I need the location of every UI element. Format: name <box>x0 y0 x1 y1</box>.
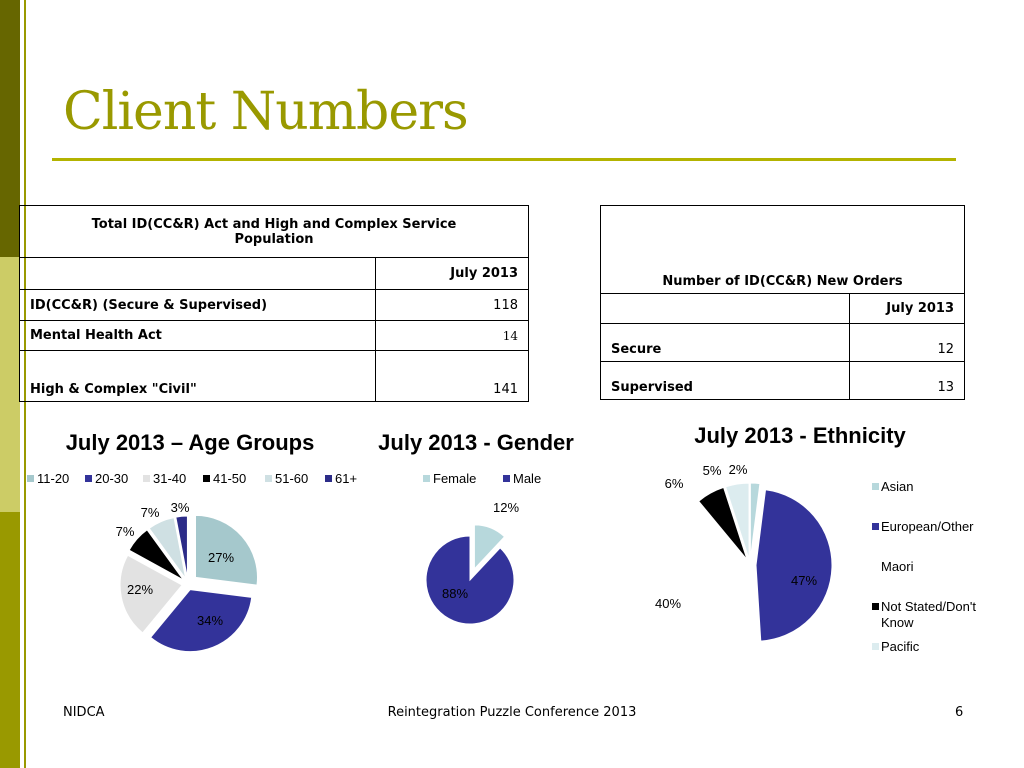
orders-row-value: 12 <box>850 324 965 362</box>
population-row-label: Mental Health Act <box>20 321 376 351</box>
legend-entry: Maori <box>881 559 914 574</box>
legend-entry: European/Other <box>881 519 974 534</box>
pie-data-label: 7% <box>140 505 160 520</box>
population-table-header: Total ID(CC&R) Act and High and Complex Service Population <box>20 206 529 258</box>
legend-entry: 51-60 <box>275 471 309 486</box>
population-row-value: 14 <box>376 321 529 351</box>
age-chart-title: July 2013 – Age Groups <box>65 430 315 455</box>
orders-table-column: July 2013 <box>850 294 965 324</box>
pie-data-label: 2% <box>728 462 748 477</box>
page-number: 6 <box>955 705 964 720</box>
legend-swatch <box>872 523 879 530</box>
gender-pie <box>426 500 519 624</box>
gender-legend <box>423 471 541 486</box>
orders-row-label: Supervised <box>601 362 850 400</box>
pie-data-label: 5% <box>702 463 722 478</box>
legend-swatch <box>423 475 430 482</box>
pie-data-label: 27% <box>207 550 235 565</box>
pie-data-label: 34% <box>196 613 224 628</box>
ethnicity-legend <box>872 479 976 654</box>
ethnicity-pie <box>655 462 832 643</box>
pie-data-label: 40% <box>654 596 682 611</box>
population-row-value: 141 <box>376 351 529 402</box>
footer-left: NIDCA <box>63 705 105 720</box>
legend-swatch <box>325 475 332 482</box>
orders-row-value: 13 <box>850 362 965 400</box>
legend-entry: Not Stated/Don't Know <box>881 599 976 630</box>
legend-swatch <box>872 643 879 650</box>
legend-entry: 20-30 <box>95 471 129 486</box>
legend-entry: 41-50 <box>213 471 247 486</box>
legend-swatch <box>85 475 92 482</box>
population-row-value: 118 <box>376 290 529 321</box>
legend-swatch <box>27 475 34 482</box>
pie-data-label: 7% <box>115 524 135 539</box>
population-row-label: ID(CC&R) (Secure & Supervised) <box>20 290 376 321</box>
legend-entry: Pacific <box>881 639 920 654</box>
pie-slice-european-other <box>756 490 832 641</box>
orders-table-header: Number of ID(CC&R) New Orders <box>601 206 965 294</box>
legend-swatch <box>265 475 272 482</box>
pie-data-label: 12% <box>492 500 520 515</box>
legend-swatch <box>872 483 879 490</box>
pie-data-label: 3% <box>170 500 190 515</box>
legend-entry: Asian <box>881 479 914 494</box>
legend-entry: 61+ <box>335 471 358 486</box>
legend-swatch <box>872 603 879 610</box>
pie-data-label: 6% <box>664 476 684 491</box>
legend-entry: 31-40 <box>153 471 187 486</box>
footer-center: Reintegration Puzzle Conference 2013 <box>387 705 637 720</box>
pie-data-label: 22% <box>126 582 154 597</box>
gender-chart-title: July 2013 - Gender <box>378 430 574 455</box>
legend-entry: 11-20 <box>37 471 70 486</box>
legend-entry: Female <box>433 471 477 486</box>
legend-entry: Male <box>513 471 542 486</box>
age-legend <box>27 471 357 486</box>
pie-data-label: 88% <box>441 586 469 601</box>
age-pie <box>116 500 258 652</box>
pie-data-label: 47% <box>790 573 818 588</box>
population-row-label: High & Complex "Civil" <box>20 351 376 402</box>
legend-swatch <box>503 475 510 482</box>
slide-title: Client Numbers <box>63 82 468 142</box>
legend-swatch <box>203 475 210 482</box>
legend-swatch <box>143 475 150 482</box>
orders-row-label: Secure <box>601 324 850 362</box>
population-table-column: July 2013 <box>376 258 529 290</box>
pie-slice-male <box>426 536 514 624</box>
ethnicity-chart-title: July 2013 - Ethnicity <box>694 423 906 448</box>
